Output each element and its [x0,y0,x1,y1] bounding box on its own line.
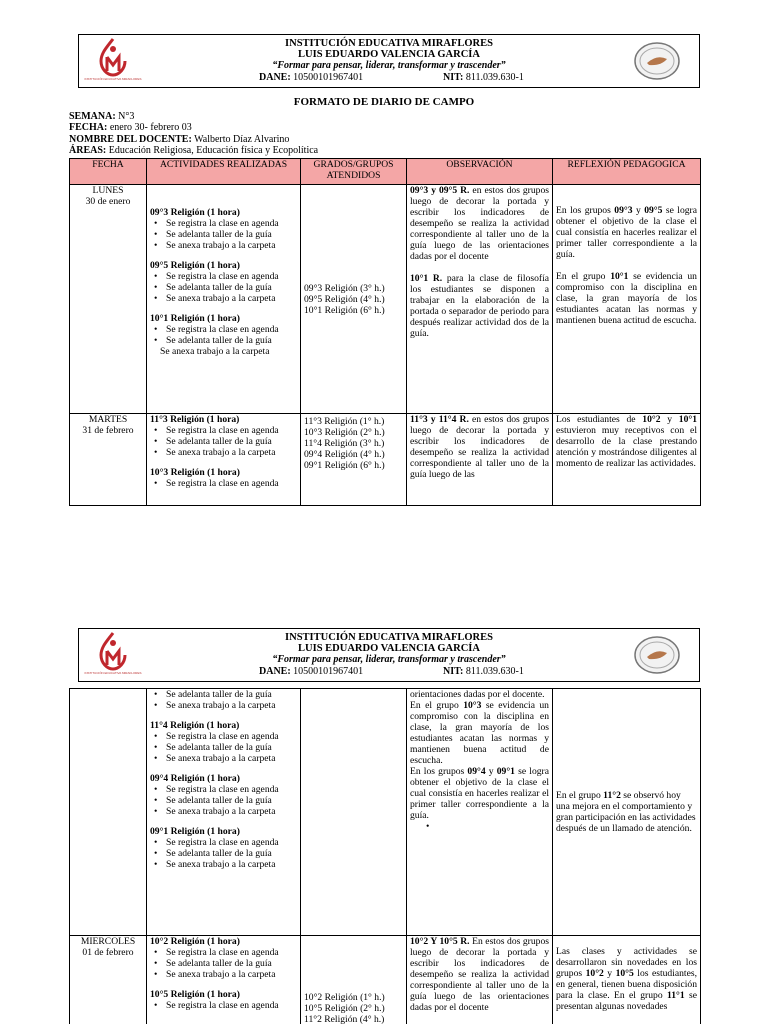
actividades-cell-lunes [147,185,301,414]
fecha-cell-miercoles [70,936,147,1024]
subject-title: 09°5 Religión (1 hora) [150,260,240,271]
logo-caption: INSTITUCIÓN EDUCATIVA MIRAFLORES [84,77,142,81]
list-item: • Se anexa trabajo a la carpeta [150,806,297,817]
activity-list [150,837,297,870]
table-row [70,414,701,506]
list-item-plain: Se anexa trabajo a la carpeta [160,346,270,357]
list-item: • Se registra la clase en agenda [150,837,297,848]
activity-list [150,478,297,489]
dane-info: DANE: 10500101967401 [259,666,364,677]
subject-title: 10°5 Religión (1 hora) [150,989,240,1000]
list-item: • Se registra la clase en agenda [150,1000,297,1011]
institution-motto: “Formar para pensar, liderar, transformar y trascender” [272,654,506,665]
grados-cell-martes [301,414,407,506]
institution-name: INSTITUCIÓN EDUCATIVA MIRAFLORES [285,38,493,49]
list-item: • Se registra la clase en agenda [150,478,297,489]
date-label: 30 de enero [85,196,131,207]
institution-name: INSTITUCIÓN EDUCATIVA MIRAFLORES [285,632,493,643]
list-item: • Se adelanta taller de la guía [150,335,297,346]
reflection-paragraph: En el grupo 10°1 se evidencia un compromiso con la disciplina en clase, la gran mayoría de los estudiantes acatan las normas y mantienen buena actitud de escucha. [556,271,697,326]
reflection-paragraph: Los estudiantes de 10°2 y 10°1 estuvieron muy receptivos con el desarrollo de la clase prestando atención y mostrándose diligentes al momento de realizar las actividades. [556,414,697,469]
dane-info: DANE: 10500101967401 [259,72,364,83]
list-item: • Se anexa trabajo a la carpeta [150,700,297,711]
institution-header [78,34,700,88]
list-item: • Se adelanta taller de la guía [150,436,297,447]
group-entry: 11°2 Religión (4° h.) [304,1014,385,1024]
reflection-paragraph: En el grupo 11°2 se observó hoy una mejora en el comportamiento y gran participación en las actividades después de un llamado de atención. [556,790,696,834]
list-item: • Se registra la clase en agenda [150,324,297,335]
list-item: • Se anexa trabajo a la carpeta [150,447,297,458]
fecha-line: FECHA: enero 30- febrero 03 [69,122,192,133]
grados-cell-miercoles [301,936,407,1024]
subject-title: 10°2 Religión (1 hora) [150,936,240,947]
activity-list [150,271,297,304]
table-header-row [70,159,701,185]
empty-bullet: • [426,821,430,832]
seal-icon [633,634,681,676]
list-item: • Se anexa trabajo a la carpeta [150,753,297,764]
areas-line: ÁREAS: Educación Religiosa, Educación física y Ecopolítica [69,145,319,156]
list-item: • Se registra la clase en agenda [150,947,297,958]
institution-motto: “Formar para pensar, liderar, transformar y trascender” [272,60,506,71]
group-entry: 09°1 Religión (6° h.) [304,460,385,471]
actividades-cell-martes [147,414,301,506]
group-entry: 11°4 Religión (3° h.) [304,438,385,449]
list-item: • Se adelanta taller de la guía [150,958,297,969]
list-item: • Se adelanta taller de la guía [150,689,297,700]
nit-info: NIT: 811.039.630-1 [443,72,524,83]
observacion-cell-lunes [407,185,553,414]
fecha-cell-martes [70,414,147,506]
list-item: • Se adelanta taller de la guía [150,795,297,806]
subject-title: 09°4 Religión (1 hora) [150,773,240,784]
list-item: • Se registra la clase en agenda [150,271,297,282]
subject-title: 09°3 Religión (1 hora) [150,207,240,218]
activity-list [150,218,297,251]
list-item: • Se adelanta taller de la guía [150,229,297,240]
group-entry: 10°5 Religión (2° h.) [304,1003,385,1014]
reflexion-cell-martes [553,414,701,506]
list-item: • Se anexa trabajo a la carpeta [150,859,297,870]
document-page-2 [0,625,768,1024]
table-row [70,936,701,1024]
reflection-paragraph: En los grupos 09°3 y 09°5 se logra obtener el objetivo de la clase el cual consistía en hacerles realizar el primer taller correspondiente a la guía. [556,205,697,260]
subject-title: 10°1 Religión (1 hora) [150,313,240,324]
institution-header [78,628,700,682]
header-actividades: ACTIVIDADES REALIZADAS [147,159,301,185]
activity-list [150,425,297,458]
observation-paragraph: 11°3 y 11°4 R. en estos dos grupos luego de decorar la portada y escribir los indicadores de desempeño se realiza la actividad correspondiente al taller uno de la guía luego de las [410,414,549,480]
list-item: • Se registra la clase en agenda [150,425,297,436]
fecha-cell-empty [70,689,147,936]
logo-caption: INSTITUCIÓN EDUCATIVA MIRAFLORES [84,671,142,675]
activity-list [150,324,297,346]
subject-title: 10°3 Religión (1 hora) [150,467,240,478]
subject-title: 11°3 Religión (1 hora) [150,414,240,425]
observacion-cell-miercoles [407,936,553,1024]
observation-paragraph: En los grupos 09°4 y 09°1 se logra obtener el objetivo de la clase el cual consistía en hacerles realizar el primer taller correspondiente a la guía. [410,766,549,821]
list-item: • Se anexa trabajo a la carpeta [150,240,297,251]
activity-list [150,1000,297,1011]
group-entry: 09°4 Religión (4° h.) [304,449,385,460]
activity-list [150,731,297,764]
group-entry: 09°3 Religión (3° h.) [304,282,385,294]
list-item: • Se registra la clase en agenda [150,731,297,742]
list-item: • Se registra la clase en agenda [150,218,297,229]
page-gap [0,560,768,625]
list-item: • Se adelanta taller de la guía [150,742,297,753]
subject-title: 11°4 Religión (1 hora) [150,720,240,731]
header-reflexion: REFLEXIÓN PEDAGOGICA [553,159,701,185]
group-entry: 09°5 Religión (4° h.) [304,293,385,305]
fecha-cell-lunes [70,185,147,414]
list-item: • Se adelanta taller de la guía [150,282,297,293]
observation-paragraph: En el grupo 10°3 se evidencia un compromiso con la disciplina en clase, la gran mayoría de los estudiantes acatan las normas y mantienen buena actitud de escucha. [410,700,549,766]
grados-cell-lunes [301,185,407,414]
day-label: LUNES [92,185,124,196]
observacion-cell-cont [407,689,553,936]
observation-paragraph: orientaciones dadas por el docente. [410,689,545,700]
header-fecha: FECHA [70,159,147,185]
observacion-cell-martes [407,414,553,506]
observation-paragraph: 10°1 R. para la clase de filosofía los estudiantes se disponen a trabajar en la elaboración de la portada o separador de periodo para después realizar actividad dos de la guía. [410,273,550,339]
field-diary-table-continued [69,688,701,1024]
observation-paragraph: 10°2 Y 10°5 R. En estos dos grupos luego de decorar la portada y escribir los indicadores de desempeño se realiza la actividad correspondiente al taller uno de la guía luego de las orientaciones dadas por el docente [410,936,549,1013]
day-label: MARTES [88,414,128,425]
docente-line: NOMBRE DEL DOCENTE: Walberto Díaz Alvarino [69,134,290,145]
actividades-cell-cont [147,689,301,936]
actividades-cell-miercoles [147,936,301,1024]
group-entry: 11°3 Religión (1° h.) [304,416,385,427]
activity-list [150,947,297,980]
observation-paragraph: 09°3 y 09°5 R. en estos dos grupos luego de decorar la portada y escribir los indicadores de desempeño se realiza la actividad correspondiente al taller uno de la guía luego de las orientaciones dadas por el docente [410,185,549,262]
group-entry: 10°3 Religión (2° h.) [304,427,385,438]
header-observacion: OBSERVACIÓN [407,159,553,185]
school-name: LUIS EDUARDO VALENCIA GARCÍA [298,49,480,60]
list-item: • Se anexa trabajo a la carpeta [150,969,297,980]
document-title: FORMATO DE DIARIO DE CAMPO [293,96,475,108]
group-entry: 10°2 Religión (1° h.) [304,992,385,1003]
reflection-paragraph: Las clases y actividades se desarrollaron sin novedades en los grupos 10°2 y 10°5 los estudiantes, en general, tienen buena disposición para la clase. En el grupo 11°1 se presentan algunas novedades [556,946,697,1012]
list-item: • Se anexa trabajo a la carpeta [150,293,297,304]
reflexion-cell-cont [553,689,701,936]
subject-title: 09°1 Religión (1 hora) [150,826,240,837]
semana-line: SEMANA: N°3 [69,111,135,122]
activity-list [150,784,297,817]
seal-icon [633,40,681,82]
header-grados: GRADOS/GRUPOS ATENDIDOS [301,159,407,185]
table-row [70,689,701,936]
reflexion-cell-miercoles [553,936,701,1024]
list-item: • Se adelanta taller de la guía [150,848,297,859]
table-row [70,185,701,414]
group-entry: 10°1 Religión (6° h.) [304,304,385,316]
grados-cell-empty [301,689,407,936]
day-label: MIERCOLES [80,936,136,947]
list-item: • Se registra la clase en agenda [150,784,297,795]
date-label: 01 de febrero [82,947,134,958]
date-label: 31 de febrero [82,425,134,436]
reflexion-cell-lunes [553,185,701,414]
nit-info: NIT: 811.039.630-1 [443,666,524,677]
activity-list [150,689,297,711]
field-diary-table [69,158,701,506]
school-name: LUIS EDUARDO VALENCIA GARCÍA [298,643,480,654]
